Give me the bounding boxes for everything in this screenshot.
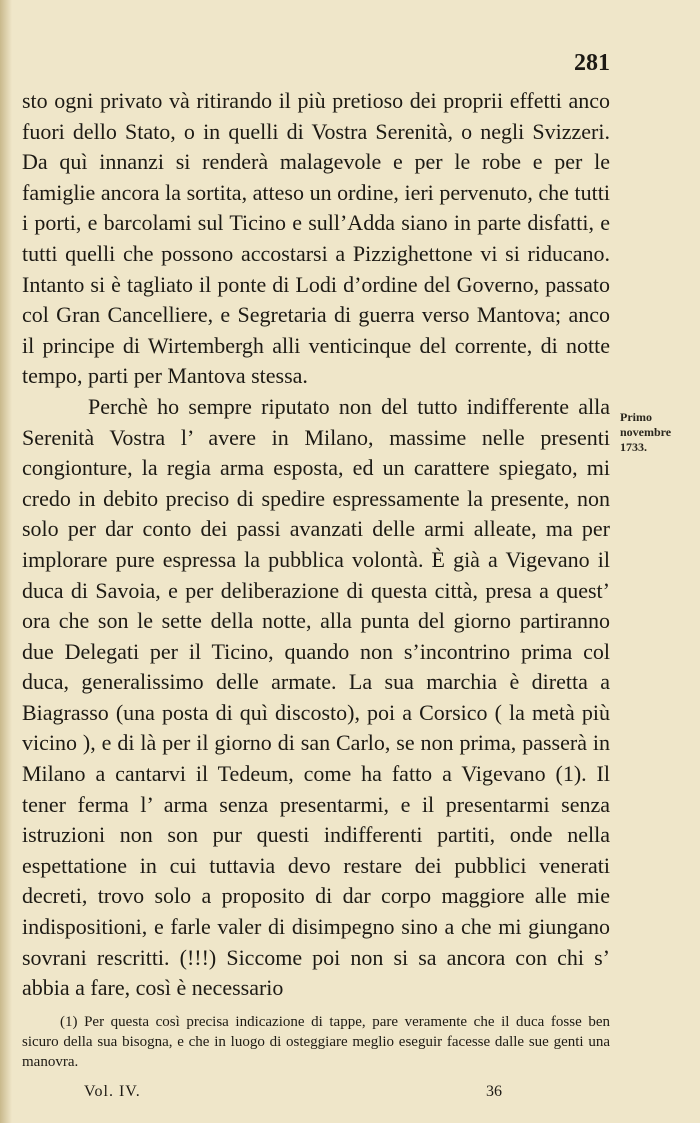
margin-note-line: 1733.	[620, 440, 647, 454]
margin-date-note	[620, 410, 700, 455]
signature-mark: 36	[486, 1083, 502, 1100]
page-number: 281	[574, 50, 610, 76]
main-text	[22, 86, 610, 1004]
page-spine-shadow	[0, 0, 12, 1123]
paragraph-1: sto ogni privato và ritirando il più pretioso dei proprii effetti anco fuori dello Stato, o in quelli di Vostra Serenità, o negli Svizzeri. Da quì innanzi si renderà malagevole e per le robe e per le famiglie ancora la sortita, atteso un ordine, ieri pervenuto, che tutti i porti, e barcolami sul Ticino e sull’Adda siano in parte disfatti, e tutti quelli che possono accostarsi a Pizzighettone vi si riducano. Intanto si è tagliato il ponte di Lodi d’ordine del Governo, passato col Gran Cancelliere, e Segretaria di guerra verso Mantova; anco il principe di Wirtembergh alli venticinque del corrente, di notte tempo, parti per Mantova stessa.	[22, 88, 610, 389]
footnote: (1) Per questa così precisa indicazione di tappe, pare veramente che il duca fosse ben sicuro della sua bisogna, e che in luogo di osteggiare meglio eseguir facesse dalle sue genti una manovra.	[22, 1014, 610, 1070]
volume-label: Vol. IV.	[84, 1083, 141, 1100]
margin-note-line: novembre	[620, 425, 672, 439]
paragraph-2: Perchè ho sempre riputato non del tutto indifferente alla Serenità Vostra l’ avere in Milano, massime nelle presenti congionture, la regia arma esposta, ed un carattere spiegato, mi credo in debito preciso di spedire espressamente la presente, non solo per dar conto dei passi avanzati delle armi alleate, ma per implorare pure espressa la pubblica volontà. È già a Vigevano il duca di Savoia, e per deliberazione di questa città, presa a quest’ ora che son le sette della notte, alla punta del giorno partiranno due Delegati per il Ticino, quando non s’incontrino prima col duca, generalissimo delle armate. La sua marchia è diretta a Biagrasso (una posta di quì discosto), poi a Corsico ( la metà più vicino ), e di là per il giorno di san Carlo, se non prima, passerà in Milano a cantarvi il Tedeum, come ha fatto a Vigevano (1). Il tener ferma l’ arma senza presentarmi, e il presentarmi senza istruzioni non son pur questi indifferenti partiti, onde nella espettatione in cui tuttavia devo restare dei pubblici venerati decreti, trovo solo a proposito di dar corpo maggiore alle mie indispositioni, e farle valer di disimpegno sino a che mi giungano sovrani rescritti. (!!!) Siccome poi non si sa ancora con chi s’ abbia a fare, così è necessario	[22, 393, 610, 1001]
margin-note-line: Primo	[620, 410, 652, 424]
